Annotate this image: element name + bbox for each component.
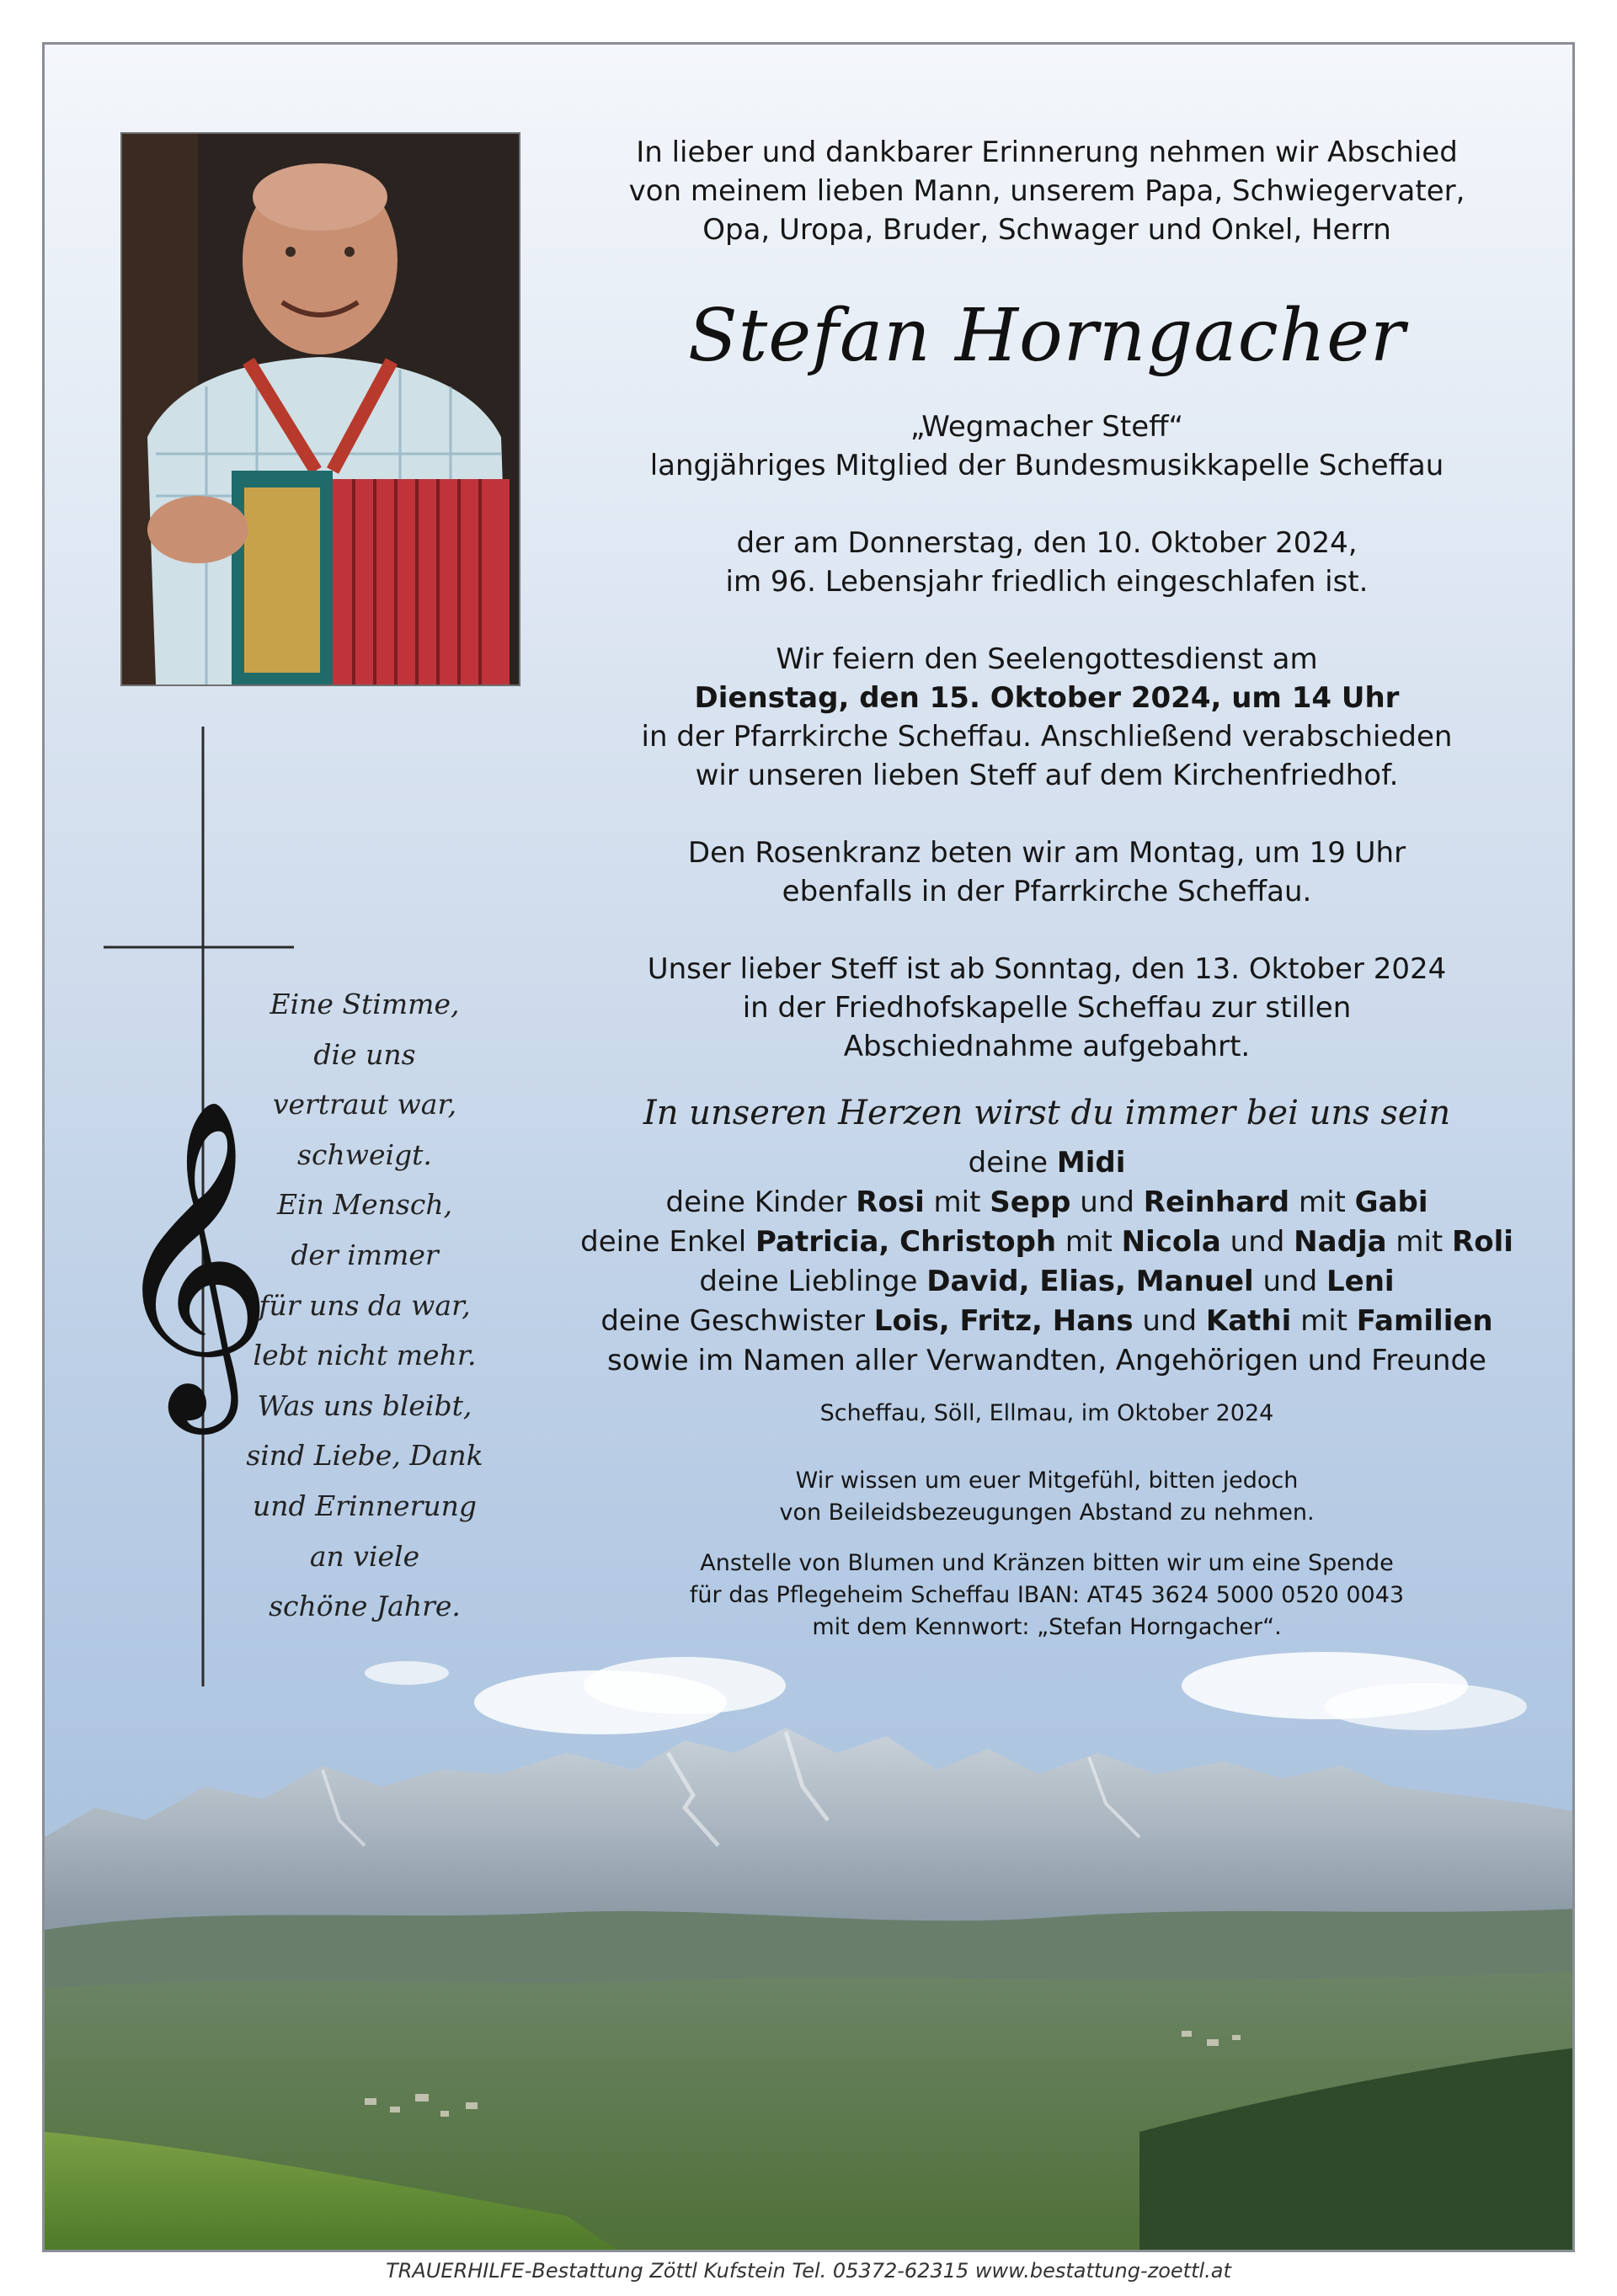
poem-line: schweigt.	[297, 1137, 432, 1171]
rosary-notice	[567, 834, 1527, 911]
donation-line: mit dem Kennwort: „Stefan Horngacher“.	[812, 1614, 1282, 1640]
poem-line: die uns	[313, 1037, 416, 1071]
intro-text	[567, 133, 1527, 249]
family-line: deine Midi	[968, 1146, 1126, 1180]
death-line: der am Donnerstag, den 10. Oktober 2024,	[736, 526, 1358, 560]
rosary-line: ebenfalls in der Pfarrkirche Scheffau.	[782, 875, 1312, 908]
poem-line: Ein Mensch,	[276, 1188, 453, 1222]
donation-note	[567, 1548, 1527, 1643]
obituary-text	[567, 133, 1527, 1643]
poem-line: Was uns bleibt,	[257, 1388, 472, 1422]
sympathy-note	[567, 1465, 1527, 1529]
poem-line: an viele	[309, 1539, 420, 1573]
poem-line: vertraut war,	[272, 1088, 457, 1121]
mountain-landscape-image	[45, 1627, 1575, 2250]
death-notice	[567, 524, 1527, 601]
viewing-notice	[567, 950, 1527, 1066]
family-list	[567, 1143, 1527, 1381]
family-line: deine Kinder Rosi mit Sepp und Reinhard mit Gabi	[665, 1185, 1428, 1219]
place-date: Scheffau, Söll, Ellmau, im Oktober 2024	[819, 1400, 1274, 1426]
sympathy-line: von Beileidsbezeugungen Abstand zu nehmen.	[779, 1500, 1315, 1526]
viewing-line: in der Friedhofskapelle Scheffau zur stillen	[742, 991, 1352, 1025]
poem	[221, 979, 508, 1632]
role: langjähriges Mitglied der Bundesmusikkapelle Scheffau	[649, 449, 1444, 482]
death-line: im 96. Lebensjahr friedlich eingeschlafen ist.	[725, 565, 1369, 599]
poem-line: schöne Jahre.	[269, 1590, 461, 1623]
family-line: deine Lieblinge David, Elias, Manuel und Leni	[699, 1265, 1395, 1298]
poem-line: und Erinnerung	[253, 1489, 477, 1522]
service-line: in der Pfarrkirche Scheffau. Anschließend verabschieden	[641, 720, 1453, 754]
poem-line: sind Liebe, Dank	[246, 1439, 483, 1473]
deceased-name: Stefan Horngacher	[687, 294, 1406, 378]
nickname-block	[567, 408, 1527, 485]
poem-line: für uns da war,	[259, 1288, 471, 1322]
intro-line: Opa, Uropa, Bruder, Schwager und Onkel, Herrn	[702, 213, 1391, 247]
service-notice	[567, 640, 1527, 795]
family-line: sowie im Namen aller Verwandten, Angehörigen und Freunde	[607, 1344, 1486, 1377]
portrait-photo	[120, 132, 520, 686]
sympathy-line: Wir wissen um euer Mitgefühl, bitten jedoch	[795, 1468, 1299, 1494]
intro-line: In lieber und dankbarer Erinnerung nehmen wir Abschied	[636, 136, 1458, 169]
service-line: wir unseren lieben Steff auf dem Kirchenfriedhof.	[695, 759, 1399, 792]
nickname: „Wegmacher Steff“	[910, 410, 1184, 444]
donation-line: für das Pflegeheim Scheffau IBAN: AT45 3624 5000 0520 0043	[689, 1582, 1405, 1608]
funeral-home-footer: TRAUERHILFE-Bestattung Zöttl Kufstein Tel. 05372-62315 www.bestattung-zoettl.at	[386, 2259, 1231, 2283]
family-line: deine Enkel Patricia, Christoph mit Nicola und Nadja mit Roli	[580, 1225, 1513, 1259]
rosary-line: Den Rosenkranz beten wir am Montag, um 19 Uhr	[687, 836, 1406, 870]
svg-text:𝄞: 𝄞	[109, 1096, 274, 1420]
obituary-card	[42, 42, 1575, 2252]
family-line: deine Geschwister Lois, Fritz, Hans und Kathi mit Familien	[600, 1304, 1493, 1338]
poem-line: lebt nicht mehr.	[253, 1339, 477, 1372]
viewing-line: Unser lieber Steff ist ab Sonntag, den 13. Oktober 2024	[647, 952, 1447, 986]
poem-line: Eine Stimme,	[270, 988, 460, 1020]
service-line: Wir feiern den Seelengottesdienst am	[776, 642, 1318, 676]
intro-line: von meinem lieben Mann, unserem Papa, Schwiegervater,	[628, 174, 1465, 208]
heart-line: In unseren Herzen wirst du immer bei uns sein	[643, 1094, 1451, 1132]
poem-line: der immer	[291, 1238, 439, 1271]
service-date: Dienstag, den 15. Oktober 2024, um 14 Uhr	[694, 681, 1400, 715]
viewing-line: Abschiednahme aufgebahrt.	[843, 1030, 1251, 1063]
donation-line: Anstelle von Blumen und Kränzen bitten wir um eine Spende	[700, 1550, 1394, 1576]
